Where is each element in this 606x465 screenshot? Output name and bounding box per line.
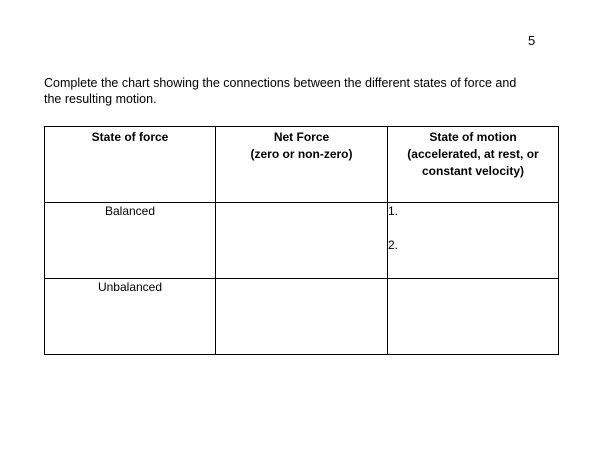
header-net-force: Net Force (zero or non-zero) (216, 127, 388, 203)
motion-blank-2: 2. (388, 238, 399, 252)
net-force-answer-balanced[interactable] (216, 203, 388, 279)
header-state-of-force: State of force (45, 127, 216, 203)
state-cell-balanced: Balanced (45, 203, 216, 279)
state-cell-unbalanced: Unbalanced (45, 279, 216, 355)
table-row-unbalanced (45, 279, 559, 355)
instructions-text (44, 75, 554, 107)
header-state-of-motion: State of motion (accelerated, at rest, or constant velocity) (388, 127, 559, 203)
motion-answer-balanced[interactable] (388, 203, 559, 279)
table-row-balanced (45, 203, 559, 279)
motion-blank-1: 1. (388, 204, 399, 218)
force-motion-chart (44, 126, 559, 355)
instructions-line-1: Complete the chart showing the connections between the different states of force and (44, 76, 517, 90)
instructions-line-2: the resulting motion. (44, 92, 157, 106)
page-number: 5 (528, 33, 536, 48)
motion-answer-unbalanced[interactable] (388, 279, 559, 355)
header-row (45, 127, 559, 203)
net-force-answer-unbalanced[interactable] (216, 279, 388, 355)
